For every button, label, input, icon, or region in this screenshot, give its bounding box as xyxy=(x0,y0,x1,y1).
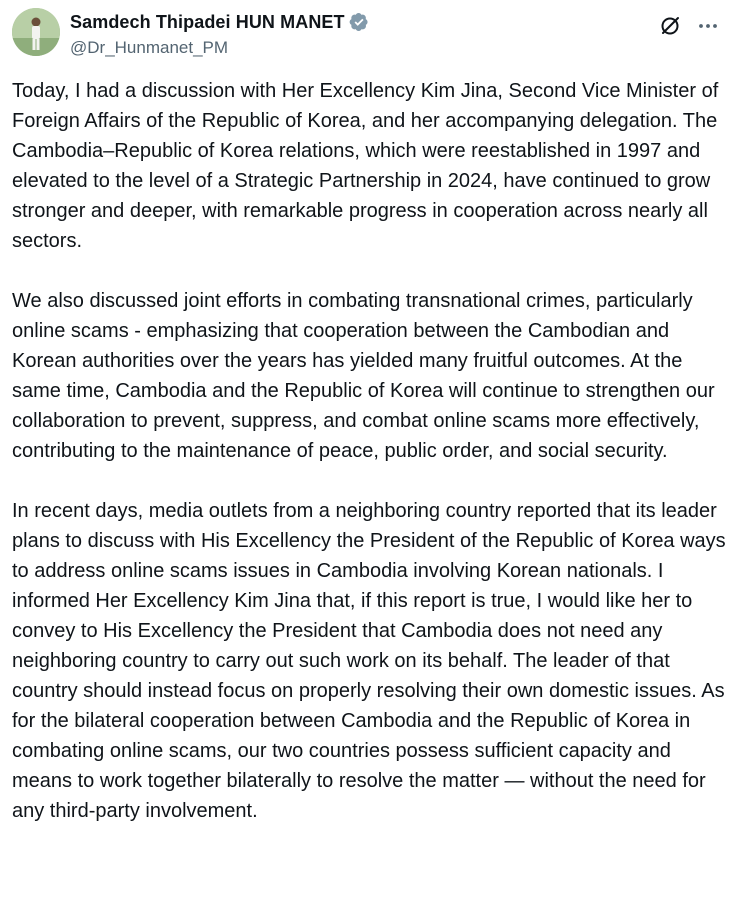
verified-badge-icon xyxy=(349,12,369,32)
handle[interactable]: @Dr_Hunmanet_PM xyxy=(70,38,229,57)
post-paragraph: Today, I had a discussion with Her Excellency Kim Jina, Second Vice Minister of Foreign Affairs of the Republic of Korea, and her accompanying delegation. The Cambodia–Republic of Korea relations, which were reestablished in 1997 and elevated to the level of a Strategic Partnership in 2024, have continued to grow stronger and deeper, with remarkable progress in cooperation across nearly all sectors. xyxy=(12,80,719,252)
more-horizontal-icon[interactable] xyxy=(696,14,720,38)
avatar[interactable] xyxy=(12,8,60,56)
post-paragraph: In recent days, media outlets from a neighboring country reported that its leader plans to discuss with His Excellency the President of the Republic of Korea ways to address online scams issues in Cambodia involving Korean nationals. I informed Her Excellency Kim Jina that, if this report is true, I would like her to convey to His Excellency the President that Cambodia does not need any neighboring country to carry out such work on its behalf. The leader of that country should instead focus on properly resolving their own domestic issues. As for the bilateral cooperation between Cambodia and the Republic of Korea in combating online scams, our two countries possess sufficient capacity and means to work together bilaterally to resolve the matter — without the need for any third-party involvement. xyxy=(12,500,726,822)
post-paragraph: We also discussed joint efforts in combating transnational crimes, particularly online scams - emphasizing that cooperation between the Cambodian and Korean authorities over the years has yielded many fruitful outcomes. At the same time, Cambodia and the Republic of Korea will continue to strengthen our collaboration to prevent, suppress, and combat online scams more effectively, contributing to the maintenance of peace, public order, and social security. xyxy=(12,290,715,462)
post-actions xyxy=(658,14,720,38)
avatar-image xyxy=(12,8,60,56)
post-text xyxy=(12,76,726,826)
display-name[interactable]: Samdech Thipadei HUN MANET xyxy=(70,11,345,32)
post-header xyxy=(12,8,726,60)
slashed-circle-icon[interactable] xyxy=(658,14,682,38)
author-info xyxy=(70,10,369,58)
